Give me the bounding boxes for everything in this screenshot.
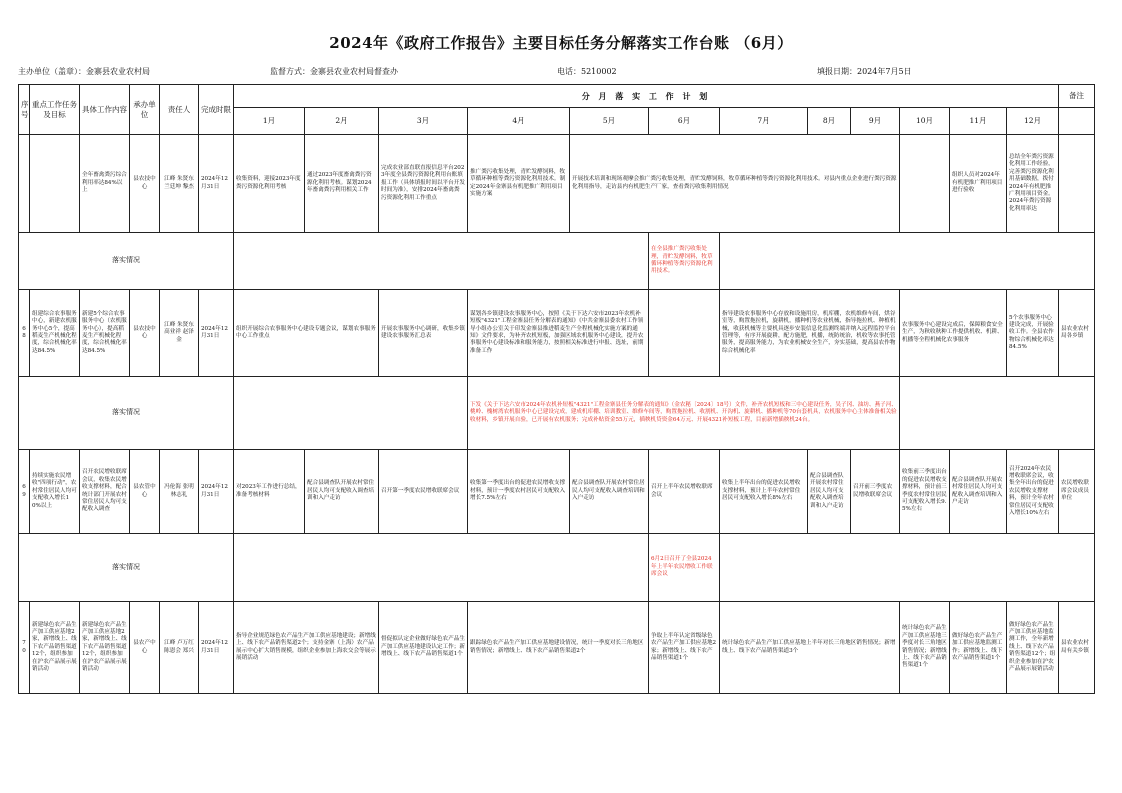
ledger-table — [18, 84, 1095, 694]
cell-no: 70 — [19, 602, 30, 694]
cell-month-11: 做好绿色农产品生产加工供应基地监测工作；新增线上、线下农产品销售渠道1个 — [950, 602, 1007, 694]
header-month: 7月 — [720, 108, 808, 135]
cell-month-3: 完成农业部直联直报信息平台2023年度全县粪污资源化利用台账填报工作（具体填报时间以平台开发时间为准），安排2024年畜禽粪污资源化利用工作重点 — [379, 135, 468, 233]
cell-month-2: 通过2023年度畜禽粪污资源化利用考核。谋划2024年畜禽粪污利用相关工作 — [305, 135, 379, 233]
cell-no: 69 — [19, 450, 30, 534]
cell-month-9: 召开前三季度农民增收联席会议 — [851, 450, 900, 534]
table-row — [19, 135, 1095, 233]
cell-month-10: 收集前三季度出台的促进农民增收支撑材料，预计前三季度农村常住居民可支配收入增长9.5%左右 — [900, 450, 950, 534]
cell-unit: 县农产中心 — [130, 602, 160, 694]
cell-month-3: 督促拟认定企业做好绿色农产品生产加工供应基地建设认定工作；新增线上、线下农产品销售渠道1个 — [379, 602, 468, 694]
header-row-1 — [19, 85, 1095, 108]
cell-month-7: 收集上半年出台的促进农民增收支撑材料，预计上半年农村常住居民可支配收入增长8%左右 — [720, 450, 808, 534]
cell-month-6: 争取上半年认定省级绿色农产品生产加工供应基地2家；新增线上、线下农产品销售渠道1个 — [649, 602, 720, 694]
cell-person: 江峰 朱贤东 兰廷坤 黎杰 — [160, 135, 199, 233]
header-month: 12月 — [1007, 108, 1059, 135]
cell-month-4-5: 跟踪绿色农产品生产加工供应基地建设情况，统计一季度对长三角地区销售情况；新增线上、线下农产品销售渠道2个 — [468, 602, 649, 694]
cell-remark: 县农业农村局有关乡镇 — [1059, 602, 1095, 694]
cell-goal — [30, 135, 80, 233]
cell-unit: 县农技中心 — [130, 290, 160, 377]
header-month: 11月 — [950, 108, 1007, 135]
cell-month-12: 召开2024年农民增收联席会议，收集全年出台的促进农民增收支撑材料，预计全年农村常住居民可支配收入增长10%左右 — [1007, 450, 1059, 534]
cell-month-12: 总结全年粪污资源化利用工作经验，完善粪污资源化利用基础数据，拨付2024年有机肥推广利用项目资金。2024年粪污资源化利用率达 — [1007, 135, 1059, 233]
header-monthly-plan: 分 月 落 实 工 作 计 划 — [234, 85, 1059, 108]
header-month: 9月 — [851, 108, 900, 135]
cell-month-12: 做好绿色农产品生产加工供应基地监测工作，全年新增线上、线下农产品销售渠道12个；组织企业参加在沪农产品展示展销活动 — [1007, 602, 1059, 694]
impl-month-4-9: 下发《关于下达六安市2024年农机补短板"4321"工程金寨县任务分解表的通知》（金农秘〔2024〕18号）文件，补齐农机短板和三中心建设任务，吴子冈、油坊、燕子河、桃岭、槐树湾农机服务中心已建设完成，建成机库棚、培训教室、维修车间等，购置拖拉机、收割机、开沟机、旋耕机、播种机等70台套机具，农机服务中心主体准备相关验收材料，乡镇开展自验，已开展有农机服务；完成补贴资金55万元，插秧机贷资金64万元、开展4321补短板工程，目前新增插秧机24台。 — [468, 377, 900, 450]
implementation-row — [19, 534, 1095, 602]
implementation-label: 落实情况 — [19, 534, 234, 602]
header-month: 6月 — [649, 108, 720, 135]
impl-blank — [900, 377, 1095, 450]
header-content: 具体工作内容 — [80, 85, 130, 135]
table-row — [19, 602, 1095, 694]
header-month: 3月 — [379, 108, 468, 135]
impl-month-6: 6月2日召开了全县2024年上半年农民增收工作联席会议 — [649, 534, 720, 602]
fill-date: 填报日期：2024年7月5日 — [817, 67, 912, 76]
cell-month-4-5: 谋划各乡镇建设农事服务中心，按照《关于下达六安市2023年农机补短板"4321"工程金寨县任务分解表的通知》《中共金寨县委农村工作领导小组办公室关于印发金寨县推进稻麦生产全程机械化实施方案的通知》文件要求，为补齐农机短板，加强区域农机服务中心建设，提升农事服务中心建设标准和服务能力，按照相关标准进行申报、选址，前期准备工作 — [468, 290, 649, 377]
supervision-method: 监督方式：金寨县农业农村局督查办 — [270, 67, 398, 76]
cell-month-4: 收集第一季度出台的促进农民增收支撑材料，预计一季度农村居民可支配收入增长7.5%左右 — [468, 450, 570, 534]
cell-goal: 持续实施农民增收"四项行动"，农村常住居民人均可支配收入增长10%以上 — [30, 450, 80, 534]
cell-month-1: 收集资料，迎接2023年度粪污资源化利用考核 — [234, 135, 305, 233]
header-remark: 备注 — [1059, 85, 1095, 108]
implementation-label: 落实情况 — [19, 377, 234, 450]
cell-deadline: 2024年12月31日 — [199, 290, 234, 377]
cell-remark: 县农业农村局各乡镇 — [1059, 290, 1095, 377]
cell-month-4: 推广粪污收集处理，青贮发酵饲料，牧草循环种植等粪污资源化利用技术。制定2024年金寨县有机肥推广利用项目实施方案 — [468, 135, 570, 233]
cell-month-6: 召开上半年农民增收联席会议 — [649, 450, 720, 534]
phone: 电话：5210002 — [557, 67, 617, 76]
cell-person: 冯伦海 张明 林志礼 — [160, 450, 199, 534]
cell-month-10: 统计绿色农产品生产加工供应基地三季度对长三角地区销售情况；新增线上、线下农产品销售渠道1个 — [900, 602, 950, 694]
cell-month-11: 配合县调查队开展农村常住居民人均可支配收入调查培训和入户走访 — [950, 450, 1007, 534]
cell-month-5-9: 开展技术培训和现场观摩会推广粪污收集处理，青贮发酵饲料，牧草循环种植等粪污资源化利用技术。对县内重点企业进行粪污资源化利用指导，走访县内有机肥生产厂家，查看粪污收集利用情况 — [570, 135, 900, 233]
cell-month-5: 配合县调查队开展农村常住居民人均可支配收入调查培训和入户走访 — [570, 450, 649, 534]
table-row — [19, 450, 1095, 534]
header-no: 序号 — [19, 85, 30, 135]
impl-blank — [720, 534, 1095, 602]
header-person: 责任人 — [160, 85, 199, 135]
cell-deadline: 2024年12月31日 — [199, 602, 234, 694]
impl-blank — [720, 233, 1095, 290]
cell-unit: 县农管中心 — [130, 450, 160, 534]
cell-month-1: 对2023年工作进行总结，准备考核材料 — [234, 450, 305, 534]
cell-unit: 县农技中心 — [130, 135, 160, 233]
cell-goal: 新建绿色农产品生产加工供应基地2家，新增线上、线下农产品销售渠道12个，组织参加在沪农产品展示展销活动 — [30, 602, 80, 694]
cell-month-8: 配合县调查队开展农村常住居民人均可支配收入调查培训和入户走访 — [808, 450, 851, 534]
header-month: 2月 — [305, 108, 379, 135]
document-title: 2024年《政府工作报告》主要目标任务分解落实工作台账 （6月） — [329, 34, 793, 52]
impl-blank — [234, 233, 649, 290]
cell-month-3: 召开第一季度农民增收联席会议 — [379, 450, 468, 534]
header-remark-blank — [1059, 108, 1095, 135]
cell-month-2: 配合县调查队开展农村常住居民人均可支配收入调查培训和入户走访 — [305, 450, 379, 534]
header-month: 10月 — [900, 108, 950, 135]
implementation-label: 落实情况 — [19, 233, 234, 290]
impl-blank — [234, 534, 649, 602]
table-row — [19, 290, 1095, 377]
organizer: 主办单位（盖章）：金寨县农业农村局 — [18, 67, 150, 76]
cell-remark: 农民增收联席会议成员单位 — [1059, 450, 1095, 534]
cell-month-1-2: 组织开展综合农事服务中心建设专题会议，谋划农事服务中心工作重点 — [234, 290, 379, 377]
header-unit: 承办单位 — [130, 85, 160, 135]
implementation-row — [19, 377, 1095, 450]
cell-month-10 — [900, 135, 950, 233]
cell-month-11: 组织人员对2024年有机肥推广利用项目进行验收 — [950, 135, 1007, 233]
header-month: 5月 — [570, 108, 649, 135]
cell-no — [19, 135, 30, 233]
cell-person: 江峰 朱贤东 高业祥 赵泽金 — [160, 290, 199, 377]
impl-month-6: 在全县推广粪污收集处理，青贮发酵饲料，牧草循环种植等粪污资源化利用技术。 — [649, 233, 720, 290]
header-month: 8月 — [808, 108, 851, 135]
cell-content: 召开农民增收联席会议，收集农民增收支撑材料，配合统计部门开展农村常住居民人均可支配收入调查 — [80, 450, 130, 534]
cell-content: 新建5个综合农事服务中心（农机服务中心），提高稻麦生产机械化程度，综合机械化率达84.5% — [80, 290, 130, 377]
cell-content: 新建绿色农产品生产加工供应基地2家，新增线上、线下农产品销售渠道12个，组织参加在沪农产品展示展销活动 — [80, 602, 130, 694]
cell-month-7-9: 指导建设农事服务中心存放和设施用房，机库棚，农机维修车间，烘谷室等，购置拖拉机，旋耕机，播种机等农业机械，指导拖拉机、种植机械，收获机械等主要机具逐步安装信息化监测终端并纳入远程监控平台管理等，有序开展旋耕，配方施肥，机播，统防统治，机收等农事托管服务，提高服务能力，为农业机械安全生产，夯实基础，提高县农作物综合机械化率 — [720, 290, 900, 377]
cell-month-7-9: 统计绿色农产品生产加工供应基地上半年对长三角地区销售情况；新增线上、线下农产品销售渠道3个 — [720, 602, 900, 694]
header-deadline: 完成时限 — [199, 85, 234, 135]
cell-goal: 组建综合农事服务中心，新建农机服务中心5个，提高稻麦生产机械化程度，综合机械化率达84.5% — [30, 290, 80, 377]
cell-month-10-11: 农事服务中心建设完成后，保障粮食安全生产，为秋收秋种工作提供机收、机耕、机播等全程机械化农事服务 — [900, 290, 1007, 377]
implementation-row — [19, 233, 1095, 290]
cell-deadline: 2024年12月31日 — [199, 450, 234, 534]
header-goal: 重点工作任务及目标 — [30, 85, 80, 135]
cell-person: 江峰 卢万红 陈恩会 郑兴 — [160, 602, 199, 694]
cell-remark — [1059, 135, 1095, 233]
header-month: 4月 — [468, 108, 570, 135]
cell-month-6 — [649, 290, 720, 377]
cell-month-3: 开展农事服务中心调研，收集乡镇建设农事服务汇总表 — [379, 290, 468, 377]
impl-blank — [234, 377, 468, 450]
cell-deadline: 2024年12月31日 — [199, 135, 234, 233]
cell-content: 全年畜禽粪污综合利用率达84%以上 — [80, 135, 130, 233]
cell-month-1-2: 指导企业规范绿色农产品生产加工供应基地建设；新增线上、线下农产品销售渠道2个；支持金寨（上海）农产品展示中心扩大销售规模，组织企业参加上海农交会等展示展销活动 — [234, 602, 379, 694]
cell-month-12: 5个农事服务中心建设完成，开展验收工作。全县农作物综合机械化率达84.5% — [1007, 290, 1059, 377]
header-month: 1月 — [234, 108, 305, 135]
cell-no: 68 — [19, 290, 30, 377]
